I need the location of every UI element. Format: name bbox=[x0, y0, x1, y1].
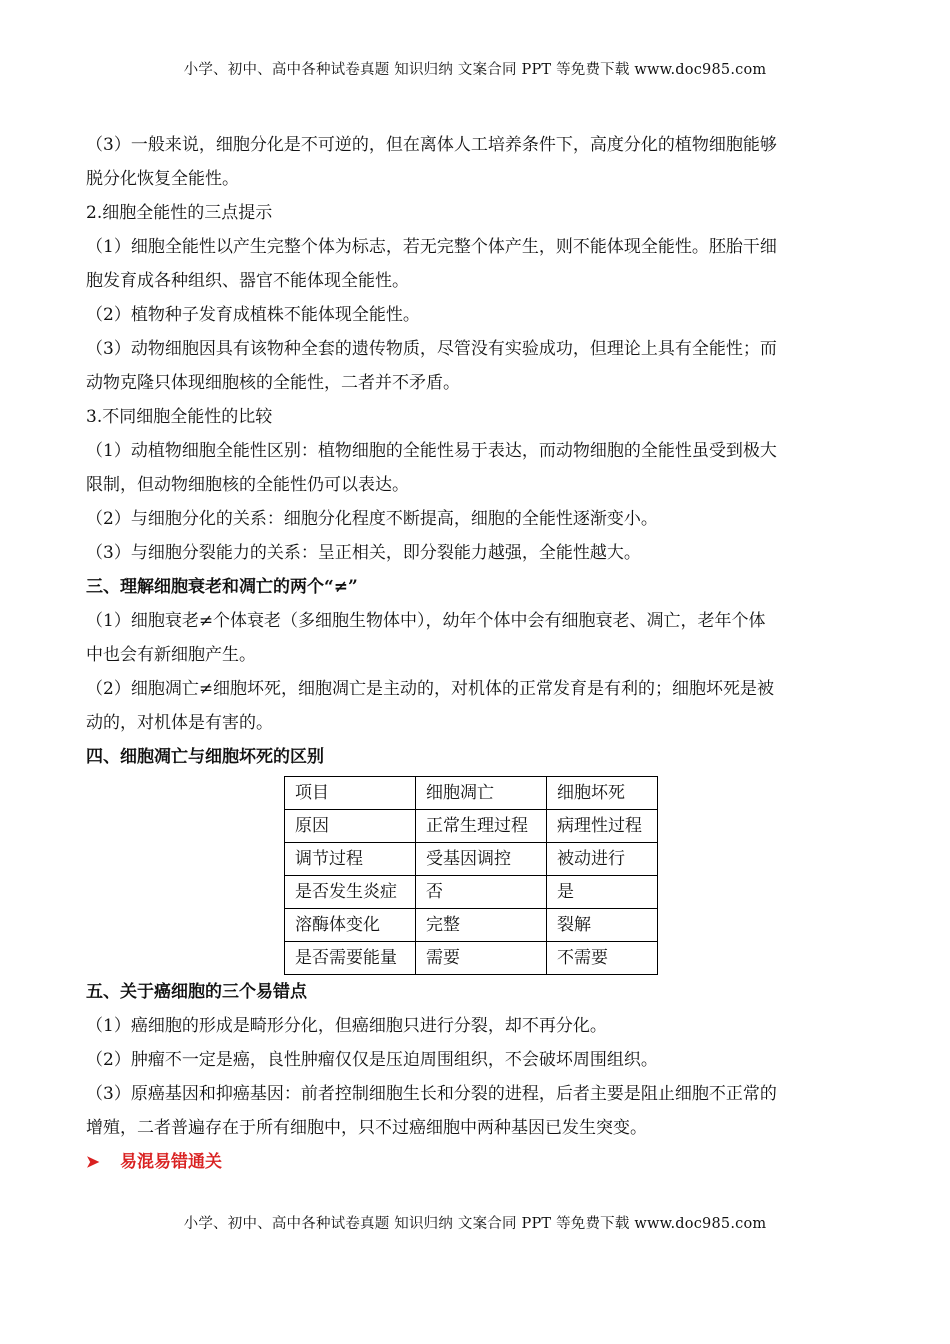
table-cell: 是否需要能量 bbox=[285, 942, 416, 975]
arrow-right-icon: ➤ bbox=[86, 1152, 100, 1171]
text-line: （1）细胞衰老≠个体衰老（多细胞生物体中），幼年个体中会有细胞衰老、凋亡，老年个体 bbox=[86, 611, 766, 631]
table-cell: 是 bbox=[547, 876, 658, 909]
table-cell: 调节过程 bbox=[285, 843, 416, 876]
table-header-cell: 细胞坏死 bbox=[547, 777, 658, 810]
comparison-table-wrapper bbox=[86, 776, 864, 975]
text-line: 动物克隆只体现细胞核的全能性，二者并不矛盾。 bbox=[86, 373, 460, 393]
guide-heading bbox=[86, 1145, 864, 1179]
text-line: （1）动植物细胞全能性区别：植物细胞的全能性易于表达，而动物细胞的全能性虽受到极大 bbox=[86, 441, 777, 461]
table-cell: 受基因调控 bbox=[416, 843, 547, 876]
text-line: （3）原癌基因和抑癌基因：前者控制细胞生长和分裂的进程，后者主要是阻止细胞不正常的 bbox=[86, 1084, 777, 1104]
text-line: 增殖，二者普遍存在于所有细胞中，只不过癌细胞中两种基因已发生突变。 bbox=[86, 1118, 647, 1138]
comparison-table bbox=[284, 776, 658, 975]
page-footer: 小学、初中、高中各种试卷真题 知识归纳 文案合同 PPT 等免费下载 www.doc985.com bbox=[183, 1216, 767, 1232]
table-row bbox=[285, 810, 658, 843]
text-line: （2）肿瘤不一定是癌，良性肿瘤仅仅是压迫周围组织，不会破坏周围组织。 bbox=[86, 1050, 658, 1070]
table-row bbox=[285, 909, 658, 942]
subheading: 2.细胞全能性的三点提示 bbox=[86, 203, 273, 223]
text-line: （1）癌细胞的形成是畸形分化，但癌细胞只进行分裂，却不再分化。 bbox=[86, 1016, 607, 1036]
text-line: （1）细胞全能性以产生完整个体为标志，若无完整个体产生，则不能体现全能性。胚胎干细 bbox=[86, 237, 777, 257]
page-header: 小学、初中、高中各种试卷真题 知识归纳 文案合同 PPT 等免费下载 www.doc985.com bbox=[183, 62, 767, 78]
table-cell: 原因 bbox=[285, 810, 416, 843]
table-row bbox=[285, 942, 658, 975]
text-line: （2）与细胞分化的关系：细胞分化程度不断提高，细胞的全能性逐渐变小。 bbox=[86, 509, 658, 529]
text-line: 脱分化恢复全能性。 bbox=[86, 169, 239, 189]
table-header-row bbox=[285, 777, 658, 810]
table-cell: 溶酶体变化 bbox=[285, 909, 416, 942]
table-cell: 完整 bbox=[416, 909, 547, 942]
table-cell: 裂解 bbox=[547, 909, 658, 942]
text-line: （3）与细胞分裂能力的关系：呈正相关，即分裂能力越强，全能性越大。 bbox=[86, 543, 641, 563]
text-line: 中也会有新细胞产生。 bbox=[86, 645, 256, 665]
text-line: 限制，但动物细胞核的全能性仍可以表达。 bbox=[86, 475, 409, 495]
text-line: （3）一般来说，细胞分化是不可逆的，但在离体人工培养条件下，高度分化的植物细胞能够 bbox=[86, 135, 777, 155]
subheading: 3.不同细胞全能性的比较 bbox=[86, 407, 273, 427]
text-line: 动的，对机体是有害的。 bbox=[86, 713, 273, 733]
table-cell: 病理性过程 bbox=[547, 810, 658, 843]
text-line: （2）植物种子发育成植株不能体现全能性。 bbox=[86, 305, 420, 325]
table-cell: 被动进行 bbox=[547, 843, 658, 876]
table-cell: 否 bbox=[416, 876, 547, 909]
table-header-cell: 项目 bbox=[285, 777, 416, 810]
text-line: 胞发育成各种组织、器官不能体现全能性。 bbox=[86, 271, 409, 291]
table-cell: 是否发生炎症 bbox=[285, 876, 416, 909]
table-cell: 正常生理过程 bbox=[416, 810, 547, 843]
table-row bbox=[285, 876, 658, 909]
text-line: （3）动物细胞因具有该物种全套的遗传物质，尽管没有实验成功，但理论上具有全能性；而 bbox=[86, 339, 777, 359]
table-cell: 不需要 bbox=[547, 942, 658, 975]
table-row bbox=[285, 843, 658, 876]
section-heading: 四、细胞凋亡与细胞坏死的区别 bbox=[86, 747, 324, 767]
section-heading: 五、关于癌细胞的三个易错点 bbox=[86, 982, 307, 1002]
guide-label: 易混易错通关 bbox=[120, 1152, 222, 1172]
section-heading: 三、理解细胞衰老和凋亡的两个“≠” bbox=[86, 577, 358, 597]
text-line: （2）细胞凋亡≠细胞坏死，细胞凋亡是主动的，对机体的正常发育是有利的；细胞坏死是被 bbox=[86, 679, 775, 699]
document-body bbox=[86, 128, 864, 1179]
table-cell: 需要 bbox=[416, 942, 547, 975]
table-header-cell: 细胞凋亡 bbox=[416, 777, 547, 810]
